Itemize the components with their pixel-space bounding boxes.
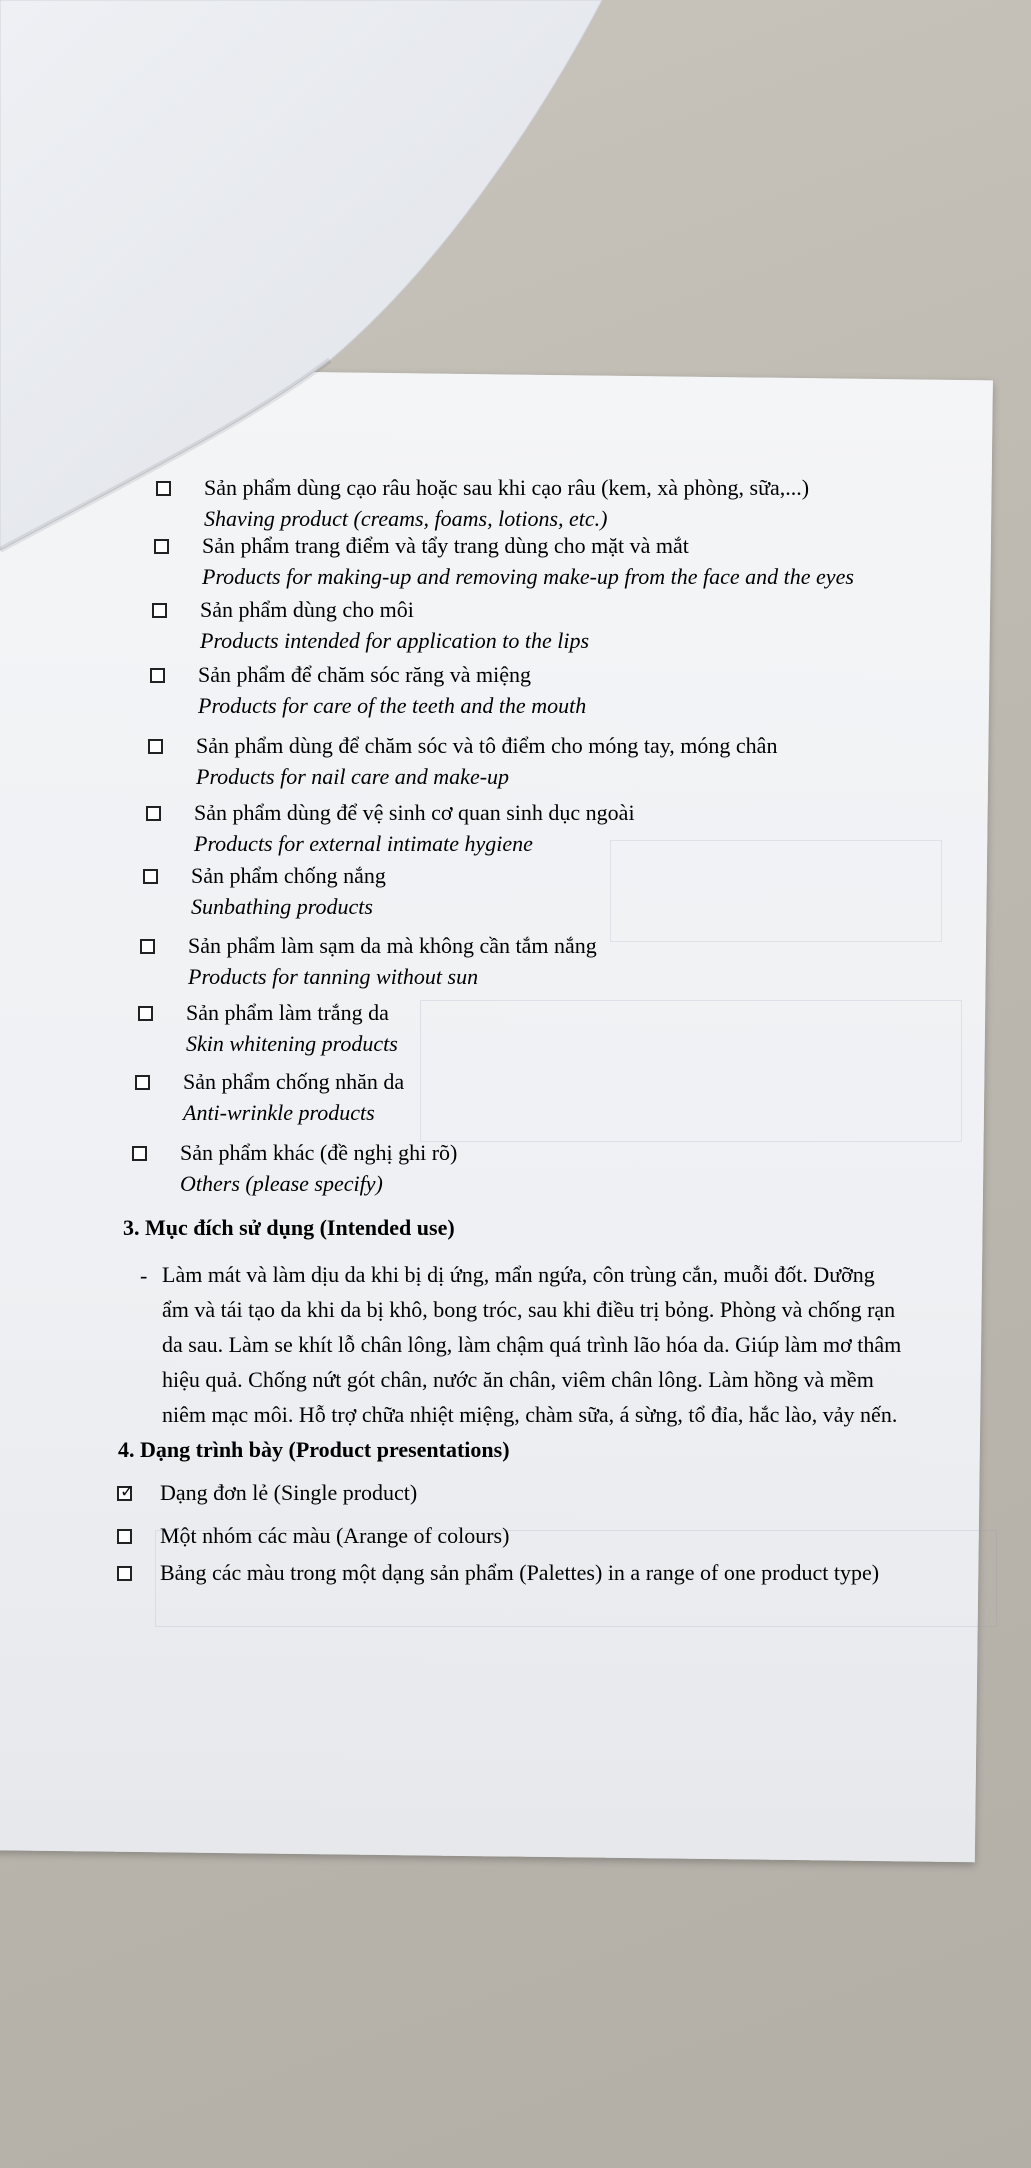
- section-4-heading: 4. Dạng trình bày (Product presentations): [118, 1437, 510, 1462]
- category-checkbox[interactable]: [132, 1146, 147, 1161]
- category-label-en: Sunbathing products: [191, 894, 373, 919]
- category-label-vi: Sản phẩm dùng để vệ sinh cơ quan sinh dục ngoài: [194, 800, 635, 825]
- intended-use-line: Làm mát và làm dịu da khi bị dị ứng, mẩn ngứa, côn trùng cắn, muỗi đốt. Dưỡng: [162, 1262, 875, 1287]
- category-label-vi: Sản phẩm làm trắng da: [186, 1000, 389, 1025]
- category-checkbox[interactable]: [148, 739, 163, 754]
- category-label-vi: Sản phẩm chống nắng: [191, 863, 386, 888]
- intended-use-line: niêm mạc môi. Hỗ trợ chữa nhiệt miệng, chàm sữa, á sừng, tổ đỉa, hắc lào, vảy nến.: [162, 1402, 898, 1427]
- category-label-en: Products for external intimate hygiene: [194, 831, 533, 856]
- category-label-vi: Sản phẩm dùng để chăm sóc và tô điểm cho móng tay, móng chân: [196, 733, 778, 758]
- presentation-option-label: Một nhóm các màu (Arange of colours): [160, 1523, 510, 1548]
- presentation-checkbox[interactable]: [117, 1486, 132, 1501]
- category-label-en: Products intended for application to the lips: [200, 628, 590, 653]
- intended-use-line: ẩm và tái tạo da khi da bị khô, bong tróc, sau khi điều trị bỏng. Phòng và chống rạn: [162, 1297, 896, 1322]
- presentation-option-label: Dạng đơn lẻ (Single product): [160, 1480, 418, 1505]
- category-checkbox[interactable]: [150, 668, 165, 683]
- intended-use-text: [162, 1257, 982, 1432]
- category-checkbox[interactable]: [146, 806, 161, 821]
- category-label-en: Products for care of the teeth and the mouth: [198, 693, 587, 718]
- category-label-vi: Sản phẩm dùng cạo râu hoặc sau khi cạo râu (kem, xà phòng, sữa,...): [204, 475, 810, 500]
- intended-use-line: hiệu quả. Chống nứt gót chân, nước ăn chân, viêm chân lông. Làm hồng và mềm: [162, 1367, 874, 1392]
- bullet-dash: -: [140, 1263, 148, 1288]
- category-label-en: Products for nail care and make-up: [196, 764, 510, 789]
- category-label-en: Products for tanning without sun: [188, 964, 479, 989]
- category-label-en: Others (please specify): [180, 1171, 383, 1196]
- category-checkbox[interactable]: [138, 1006, 153, 1021]
- category-checkbox[interactable]: [154, 539, 169, 554]
- presentation-option-label: Bảng các màu trong một dạng sản phẩm (Palettes) in a range of one product type): [160, 1560, 880, 1585]
- faint-grid: [420, 1000, 962, 1142]
- category-checkbox[interactable]: [135, 1075, 150, 1090]
- presentation-checkbox[interactable]: [117, 1529, 132, 1544]
- category-label-vi: Sản phẩm khác (đề nghị ghi rõ): [180, 1140, 458, 1165]
- intended-use-line: da sau. Làm se khít lỗ chân lông, làm chậm quá trình lão hóa da. Giúp làm mơ thâm: [162, 1332, 902, 1357]
- category-label-en: Products for making-up and removing make-up from the face and the eyes: [202, 564, 854, 589]
- category-label-vi: Sản phẩm làm sạm da mà không cần tắm nắng: [188, 933, 597, 958]
- presentation-checkbox[interactable]: [117, 1566, 132, 1581]
- category-checkbox[interactable]: [143, 869, 158, 884]
- category-checkbox[interactable]: [140, 939, 155, 954]
- category-label-en: Shaving product (creams, foams, lotions, etc.): [204, 506, 608, 531]
- category-label-vi: Sản phẩm trang điểm và tẩy trang dùng cho mặt và mắt: [202, 533, 689, 558]
- category-checkbox[interactable]: [156, 481, 171, 496]
- category-label-vi: Sản phẩm để chăm sóc răng và miệng: [198, 662, 531, 687]
- faint-grid: [610, 840, 942, 942]
- category-label-vi: Sản phẩm chống nhăn da: [183, 1069, 405, 1094]
- category-label-en: Anti-wrinkle products: [183, 1100, 375, 1125]
- section-3-heading: 3. Mục đích sử dụng (Intended use): [123, 1215, 455, 1240]
- category-label-vi: Sản phẩm dùng cho môi: [200, 597, 414, 622]
- category-label-en: Skin whitening products: [186, 1031, 398, 1056]
- category-checkbox[interactable]: [152, 603, 167, 618]
